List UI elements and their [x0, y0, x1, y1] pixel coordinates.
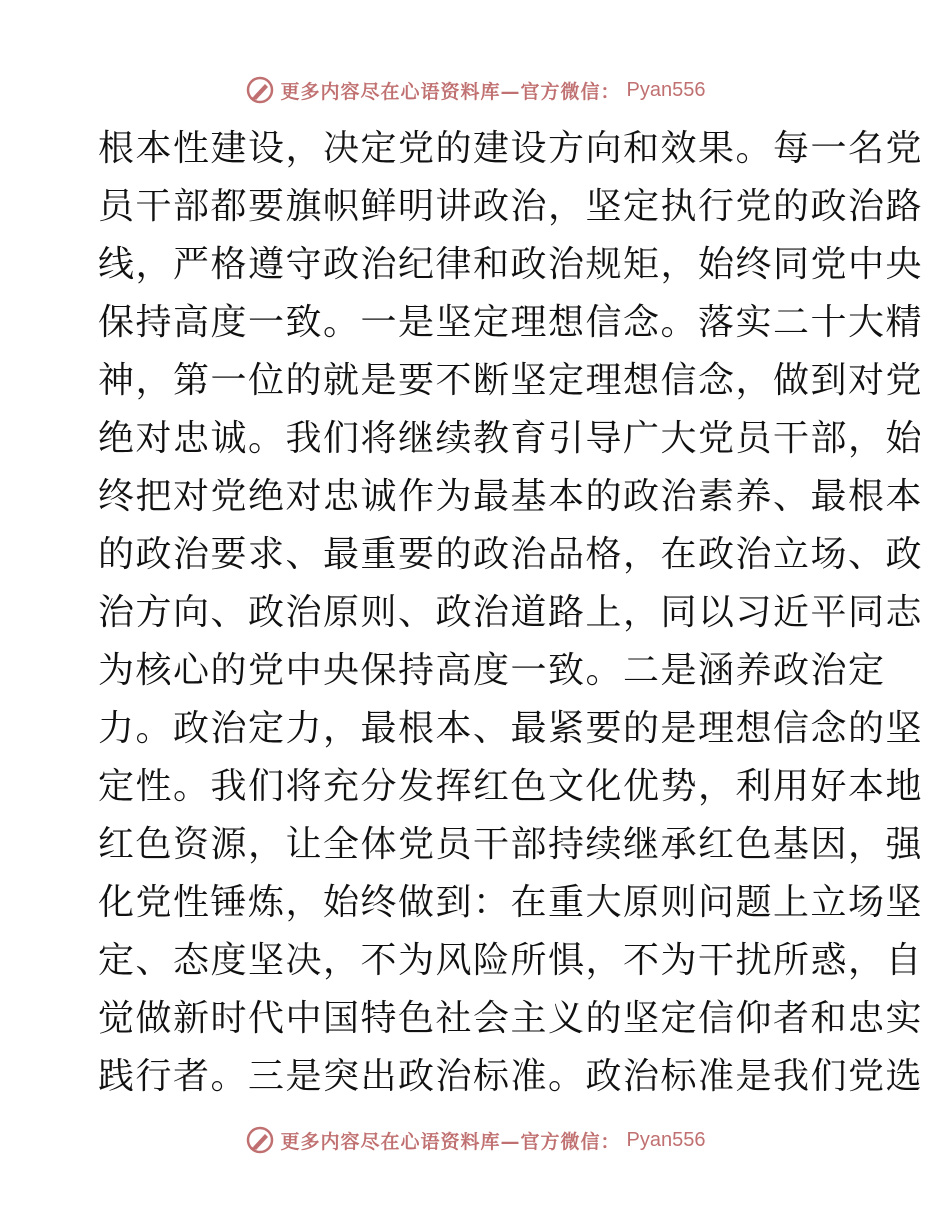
- header-banner: [0, 70, 950, 110]
- pen-seal-logo-icon: [245, 1125, 275, 1155]
- banner-text: 更多内容尽在心语资料库—官方微信：: [280, 80, 621, 103]
- body-line: 践行者。三是突出政治标准。政治标准是我们党选: [98, 1056, 924, 1097]
- body-line: 的政治要求、最重要的政治品格，在政治立场、政: [98, 534, 924, 575]
- body-line: 力。政治定力，最根本、最紧要的是理想信念的坚: [98, 708, 924, 749]
- body-line: 化党性锤炼，始终做到：在重大原则问题上立场坚: [98, 882, 924, 923]
- banner-wechat-id: Pyan556: [626, 78, 706, 101]
- document-body: [98, 120, 924, 1106]
- body-line: 神，第一位的就是要不断坚定理想信念，做到对党: [98, 360, 924, 401]
- body-line: 定、态度坚决，不为风险所惧，不为干扰所惑，自: [98, 940, 924, 981]
- body-line: 保持高度一致。一是坚定理想信念。落实二十大精: [98, 302, 924, 343]
- body-line: 绝对忠诚。我们将继续教育引导广大党员干部，始: [98, 418, 924, 459]
- body-line: 员干部都要旗帜鲜明讲政治，坚定执行党的政治路: [98, 186, 924, 227]
- banner-wechat-id: Pyan556: [626, 1128, 706, 1151]
- body-line: 根本性建设，决定党的建设方向和效果。每一名党: [98, 128, 924, 169]
- body-line: 红色资源，让全体党员干部持续继承红色基因，强: [98, 824, 924, 865]
- body-line: 为核心的党中央保持高度一致。二是涵养政治定: [98, 650, 886, 691]
- pen-seal-logo-icon: [245, 75, 275, 105]
- footer-banner: [0, 1120, 950, 1160]
- body-line: 治方向、政治原则、政治道路上，同以习近平同志: [98, 592, 924, 633]
- body-line: 线，严格遵守政治纪律和政治规矩，始终同党中央: [98, 244, 924, 285]
- body-line: 定性。我们将充分发挥红色文化优势，利用好本地: [98, 766, 924, 807]
- body-line: 终把对党绝对忠诚作为最基本的政治素养、最根本: [98, 476, 924, 517]
- banner-text: 更多内容尽在心语资料库—官方微信：: [280, 1130, 621, 1153]
- body-line: 觉做新时代中国特色社会主义的坚定信仰者和忠实: [98, 998, 924, 1039]
